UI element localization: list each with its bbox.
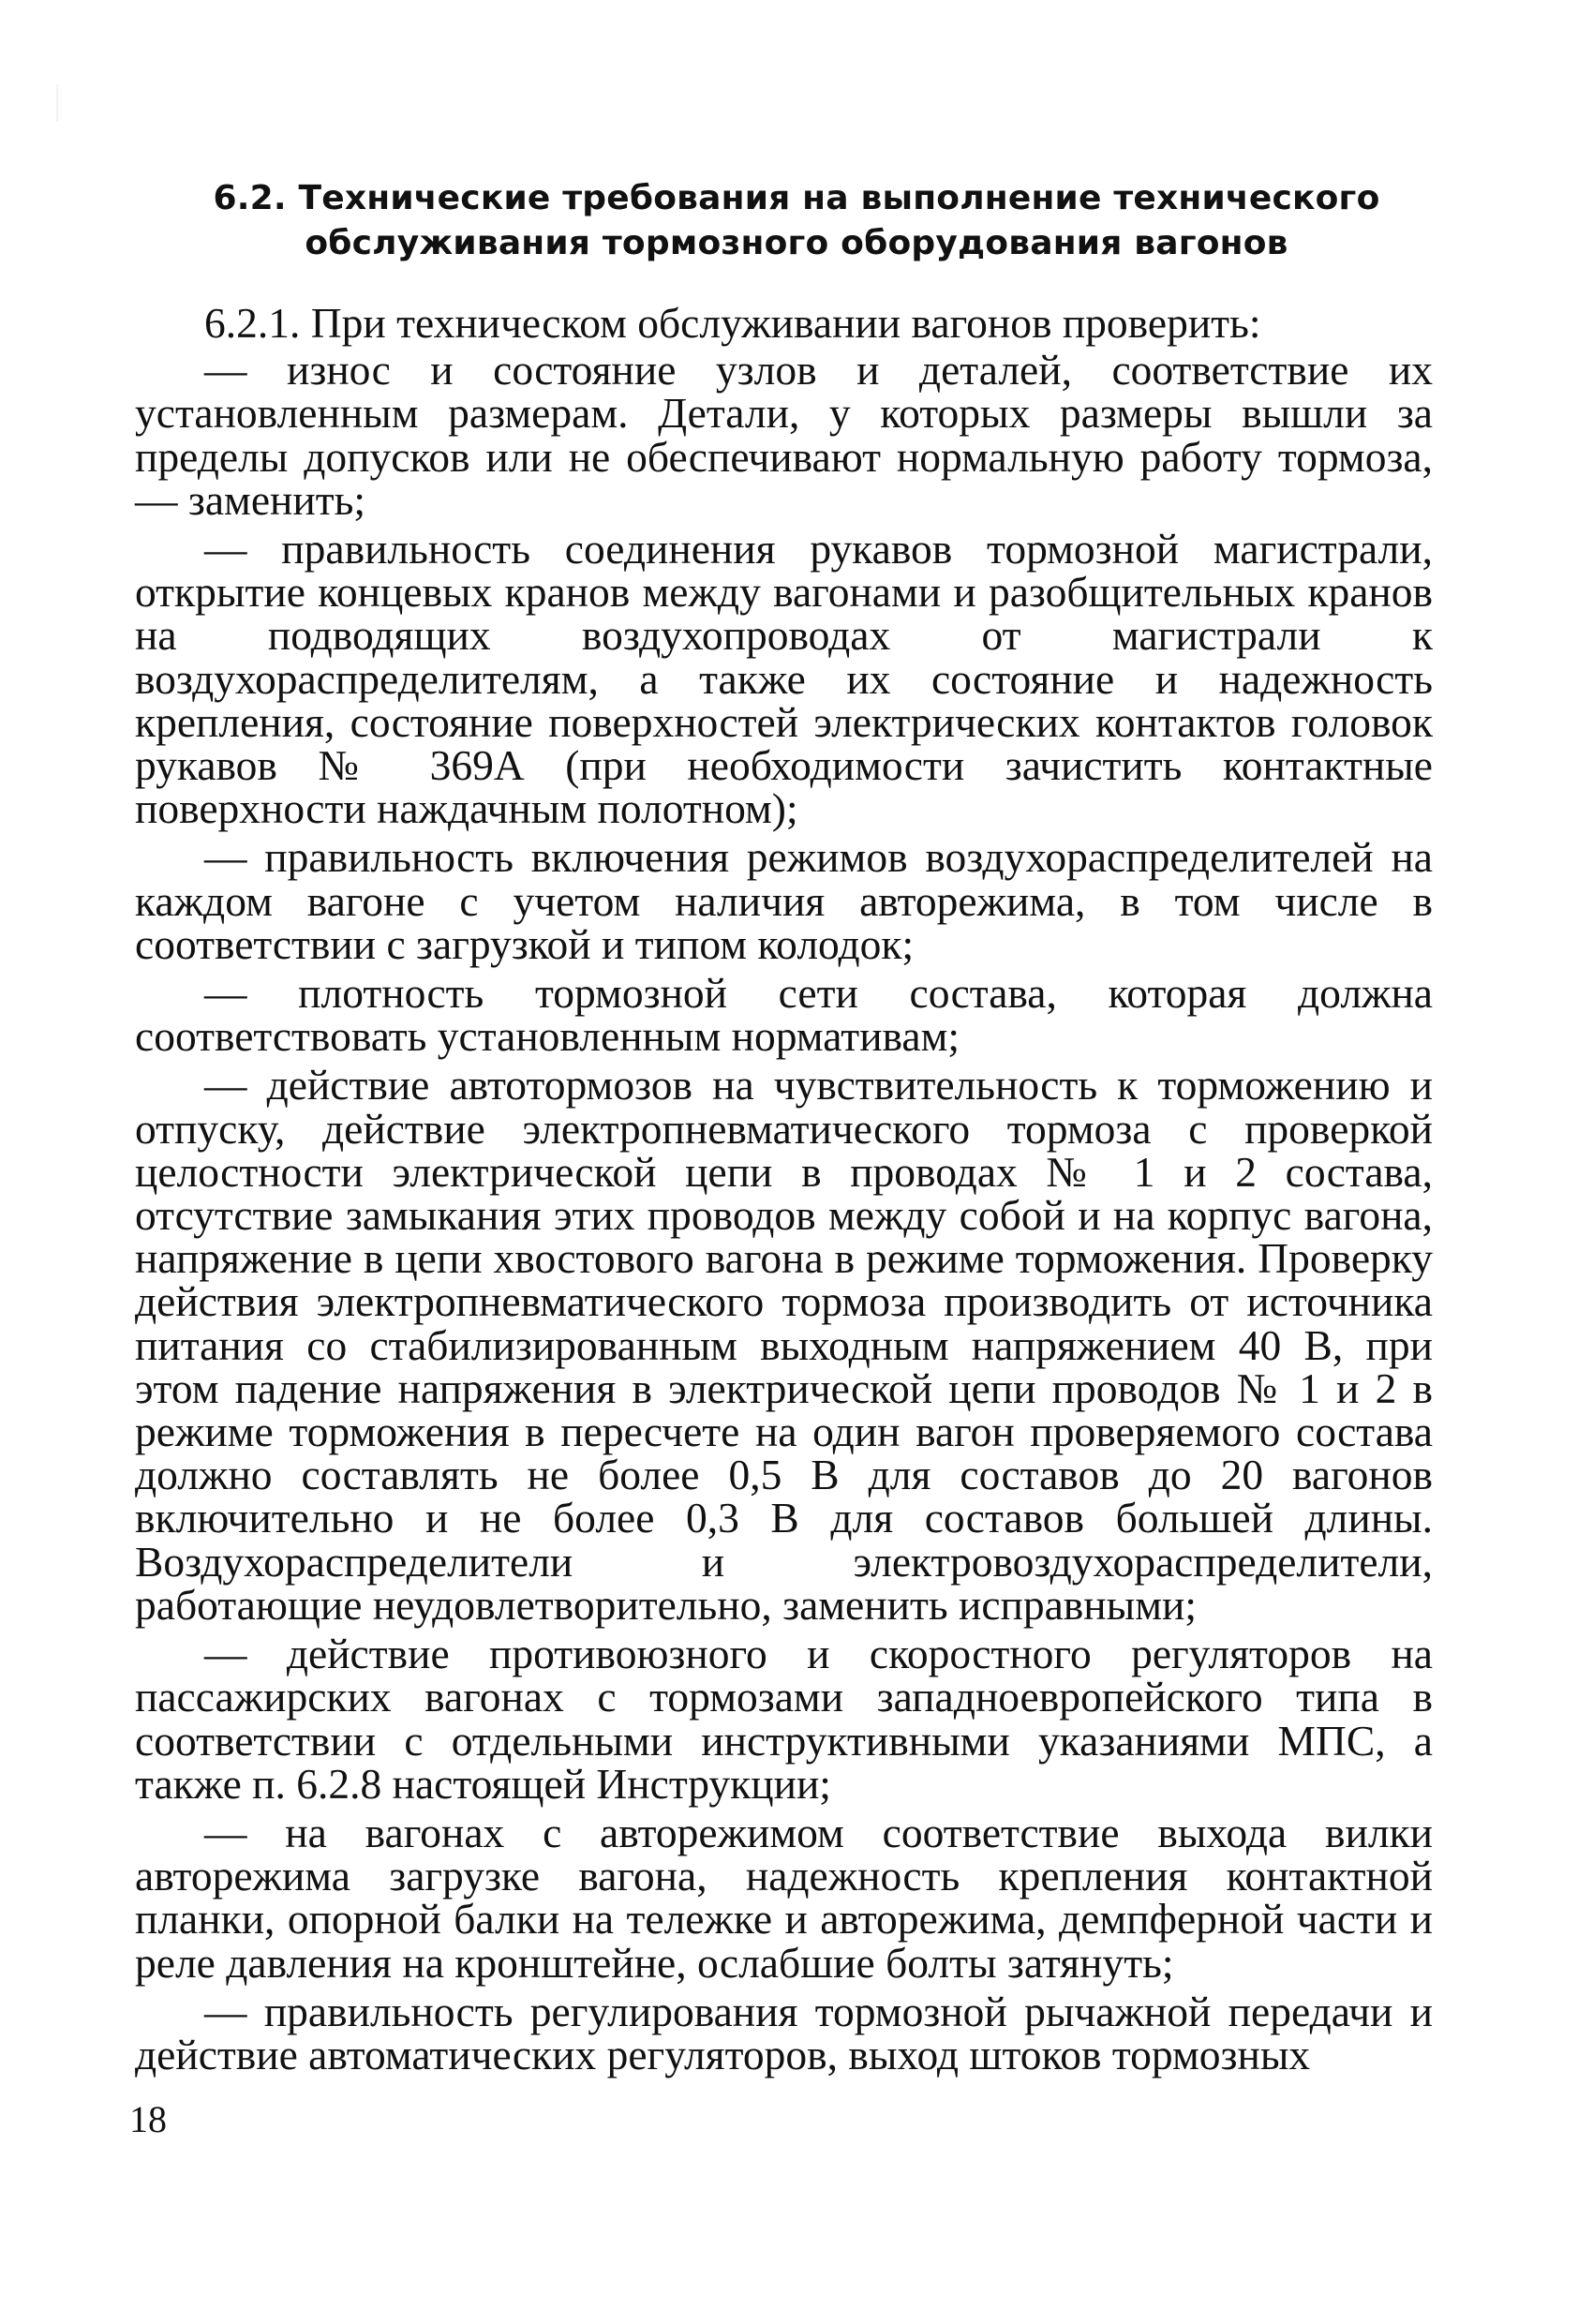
page-number: 18 bbox=[129, 2098, 167, 2140]
paragraph-item: — действие автотормозов на чувствительность к торможению и отпуску, действие электропневматического тормоза с проверкой целостности электрической цепи в проводах № 1 и 2 состава, отсутствие замыкания этих проводов между собой и на корпус вагона, напряжение в цепи хвостового вагона в режиме торможения. Проверку действия электропневматического тормоза производить от источника питания со стабилизированным выходным напряжением 40 В, при этом падение напряжения в электрической цепи проводов № 1 и 2 в режиме торможения в пересчете на один вагон проверяемого состава должно составлять не более 0,5 В для составов до 20 вагонов включительно и не более 0,3 В для составов большей длины. Воздухораспределители и электровоздухораспределители, работающие неудовлетворительно, заменить исправными; bbox=[135, 1061, 1433, 1629]
paragraph-item: — действие противоюзного и скоростного регуляторов на пассажирских вагонах с тормозами западноевропейского типа в соответствии с отдельными инструктивными указаниями МПС, а также п. 6.2.8 настоящей Инструкции; bbox=[135, 1630, 1433, 1808]
section-heading bbox=[141, 176, 1452, 266]
paragraph-item: — правильность соединения рукавов тормозной магистрали, открытие концевых кранов между вагонами и разобщительных кранов на подводящих воздухопроводах от магистрали к воздухораспределителям, а также их состояние и надежность крепления, состояние поверхностей электрических контактов головок рукавов № 369А (при необходимости зачистить контактные поверхности наждачным полотном); bbox=[135, 525, 1433, 833]
paragraph-item: — плотность тормозной сети состава, которая должна соответствовать установленным нормативам; bbox=[135, 969, 1433, 1061]
paragraph-intro: 6.2.1. При техническом обслуживании вагонов проверить: bbox=[204, 299, 1261, 347]
paragraph-item: — износ и состояние узлов и деталей, соответствие их установленным размерам. Детали, у которых размеры вышли за пределы допусков или не обеспечивают нормальную работу тормоза, — заменить; bbox=[135, 346, 1433, 524]
paragraph-item: — правильность включения режимов воздухораспределителей на каждом вагоне с учетом наличия авторежима, в том числе в соответствии с загрузкой и типом колодок; bbox=[135, 833, 1433, 968]
section-heading-line-1: 6.2. Технические требования на выполнение технического bbox=[213, 179, 1380, 217]
paragraph-item: — на вагонах с авторежимом соответствие выхода вилки авторежима загрузке вагона, надежность крепления контактной планки, опорной балки на тележке и авторежима, демпферной части и реле давления на кронштейне, ослабшие болты затянуть; bbox=[135, 1808, 1433, 1987]
scan-margin-mark bbox=[56, 84, 58, 122]
section-heading-line-2: обслуживания тормозного оборудования вагонов bbox=[305, 224, 1288, 262]
paragraph-item: — правильность регулирования тормозной рычажной передачи и действие автоматических регуляторов, выход штоков тормозных bbox=[135, 1987, 1433, 2078]
body-text bbox=[135, 299, 1433, 2082]
